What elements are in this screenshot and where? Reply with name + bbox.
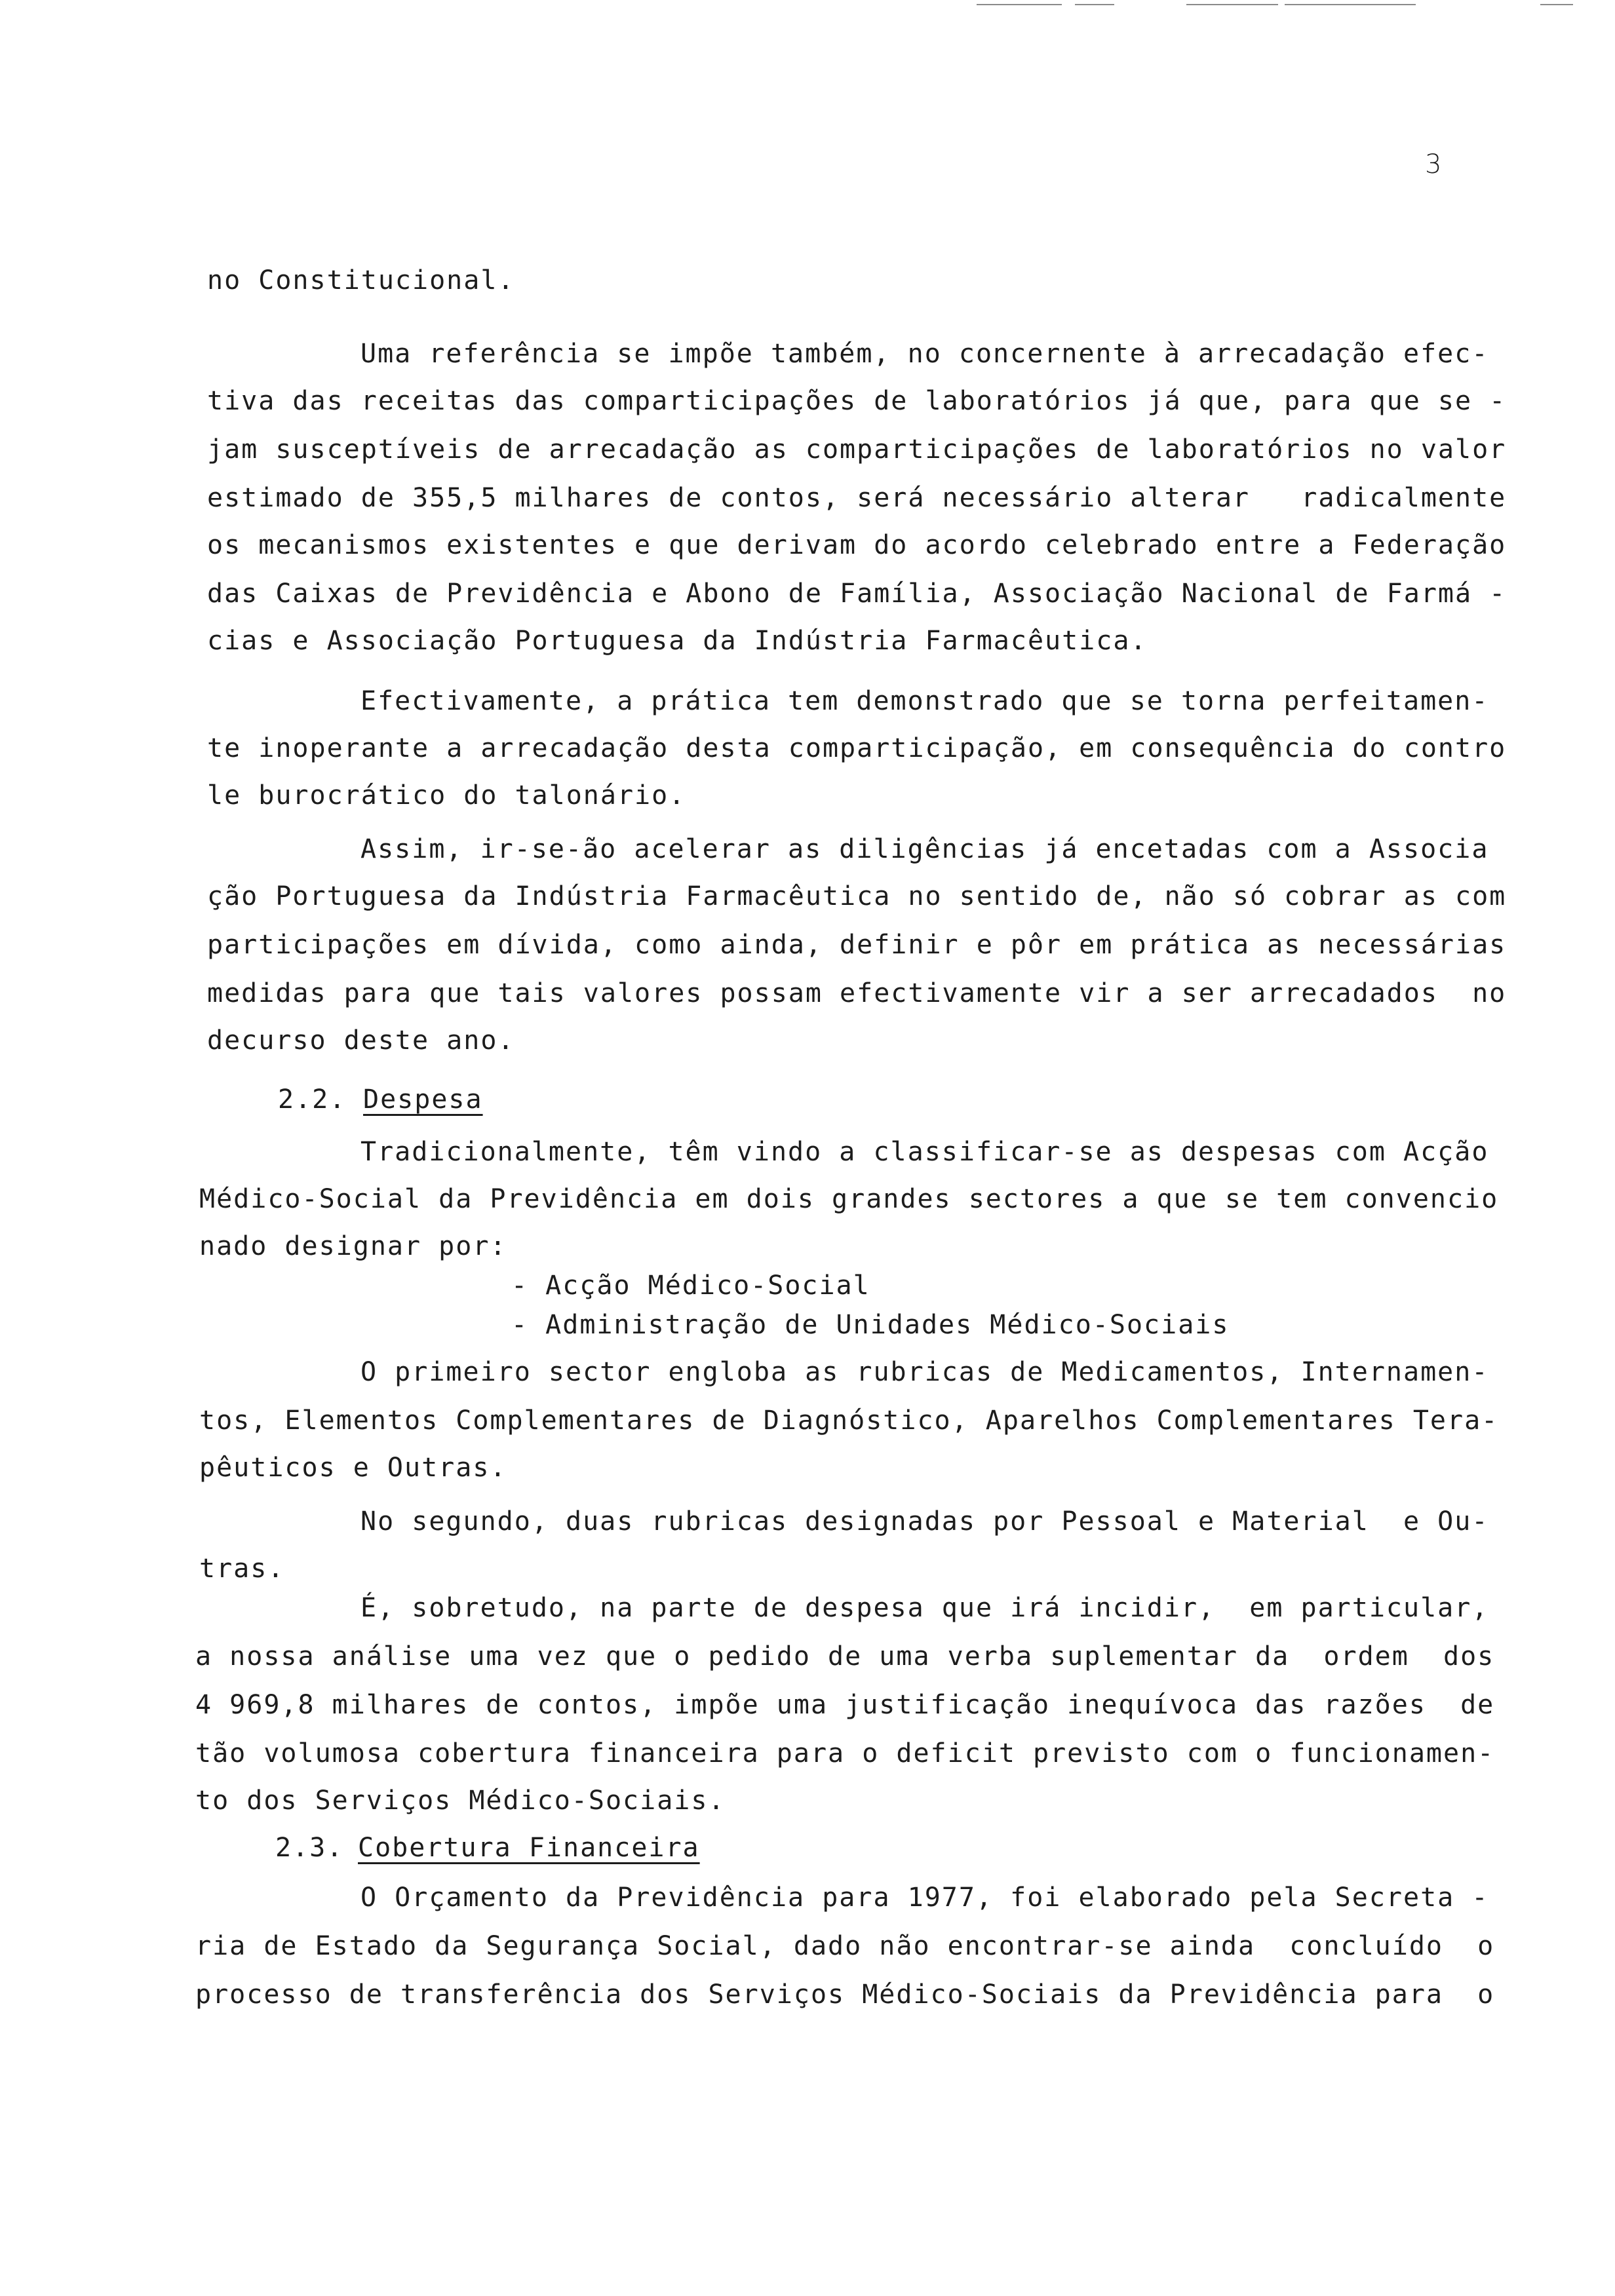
text-line: le burocrático do talonário. (207, 780, 686, 811)
text-line: tão volumosa cobertura financeira para o deficit previsto com o funcionamen- (195, 1738, 1495, 1769)
text-line: ria de Estado da Segurança Social, dado não encontrar-se ainda concluído o (195, 1931, 1495, 1961)
text-line: Médico-Social da Previdência em dois grandes sectores a que se tem convencio (199, 1184, 1499, 1214)
text-line: pêuticos e Outras. (199, 1453, 507, 1483)
page-number: 3 (1425, 149, 1442, 180)
text-line: ção Portuguesa da Indústria Farmacêutica no sentido de, não só cobrar as com (207, 881, 1507, 911)
text-line: O primeiro sector engloba as rubricas de Medicamentos, Internamen- (360, 1357, 1489, 1387)
text-line: nado designar por: (199, 1231, 507, 1261)
text-line: te inoperante a arrecadação desta comparticipação, em consequência do contro (207, 733, 1507, 763)
text-line: estimado de 355,5 milhares de contos, será necessário alterar radicalmente (207, 483, 1507, 513)
section-heading: Cobertura Financeira (358, 1833, 700, 1863)
text-line: tos, Elementos Complementares de Diagnóstico, Aparelhos Complementares Tera- (199, 1406, 1499, 1436)
text-line: tiva das receitas das comparticipações de laboratórios já que, para que se - (207, 386, 1507, 416)
text-line: O Orçamento da Previdência para 1977, foi elaborado pela Secreta - (360, 1883, 1489, 1913)
text-line: Efectivamente, a prática tem demonstrado que se torna perfeitamen- (360, 686, 1489, 716)
scan-edge-mark (1540, 4, 1573, 5)
section-number: 2.3. (275, 1833, 344, 1863)
text-line: participações em dívida, como ainda, definir e pôr em prática as necessárias (207, 930, 1507, 960)
text-line: Tradicionalmente, têm vindo a classificar-se as despesas com Acção (360, 1137, 1489, 1167)
text-line: tras. (199, 1554, 285, 1584)
list-item: - Acção Médico-Social (511, 1271, 870, 1301)
section-heading: Despesa (363, 1084, 483, 1115)
text-line: to dos Serviços Médico-Sociais. (195, 1786, 726, 1816)
text-line: Assim, ir-se-ão acelerar as diligências já encetadas com a Associa (360, 834, 1489, 864)
text-line: a nossa análise uma vez que o pedido de uma verba suplementar da ordem dos (195, 1641, 1495, 1672)
list-item: - Administração de Unidades Médico-Sociais (511, 1310, 1230, 1340)
text-line: decurso deste ano. (207, 1025, 515, 1056)
text-line: No segundo, duas rubricas designadas por Pessoal e Material e Ou- (360, 1506, 1489, 1537)
scan-edge-mark (1075, 4, 1114, 5)
text-line: no Constitucional. (207, 265, 515, 296)
text-line: 4 969,8 milhares de contos, impõe uma justificação inequívoca das razões de (195, 1690, 1495, 1720)
text-line: jam susceptíveis de arrecadação as comparticipações de laboratórios no valor (207, 434, 1507, 465)
scan-edge-mark (1285, 4, 1416, 5)
text-line: cias e Associação Portuguesa da Indústria Farmacêutica. (207, 626, 1148, 656)
text-line: Uma referência se impõe também, no concernente à arrecadação efec- (360, 339, 1489, 369)
text-line: É, sobretudo, na parte de despesa que irá incidir, em particular, (360, 1593, 1489, 1623)
text-line: das Caixas de Previdência e Abono de Família, Associação Nacional de Farmá - (207, 579, 1507, 609)
text-line: os mecanismos existentes e que derivam do acordo celebrado entre a Federação (207, 530, 1507, 560)
text-line: medidas para que tais valores possam efectivamente vir a ser arrecadados no (207, 978, 1507, 1008)
text-line: processo de transferência dos Serviços Médico-Sociais da Previdência para o (195, 1980, 1495, 2010)
scan-edge-mark (977, 4, 1062, 5)
section-number: 2.2. (278, 1084, 347, 1115)
scan-edge-mark (1186, 4, 1278, 5)
